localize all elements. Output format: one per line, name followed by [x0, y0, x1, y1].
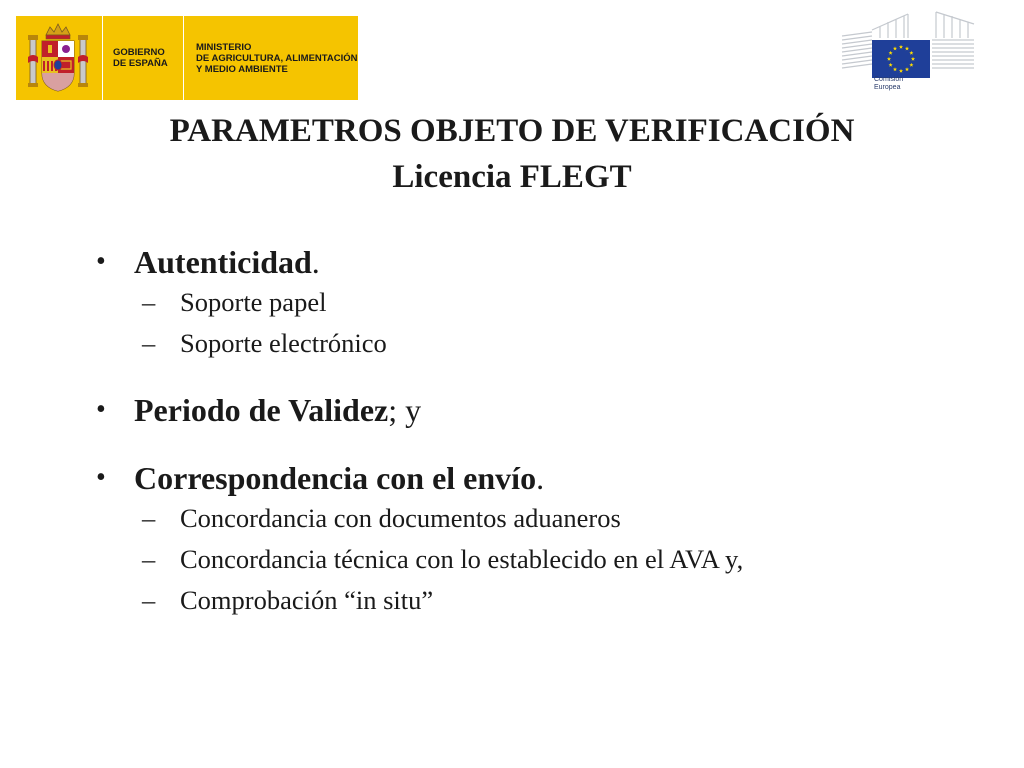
- sub-item-text: Soporte papel: [180, 287, 327, 317]
- bullet-marker: •: [96, 246, 106, 277]
- coat-of-arms-icon: [28, 21, 88, 95]
- sub-item: [96, 539, 976, 580]
- title-line-1: PARAMETROS OBJETO DE VERIFICACIÓN: [169, 113, 855, 149]
- bullet-item: [96, 240, 976, 284]
- dash-marker: –: [142, 585, 156, 615]
- bullet-suffix: ; y: [388, 392, 422, 428]
- sub-item-text: Comprobación “in situ”: [180, 585, 434, 615]
- title-line-2: Licencia FLEGT: [392, 159, 632, 195]
- bullet-label: Periodo de Validez: [134, 392, 389, 428]
- dash-marker: –: [142, 328, 156, 358]
- commission-name-line: Comisión: [874, 76, 904, 83]
- sub-list: [96, 498, 976, 621]
- sub-item: [96, 282, 976, 323]
- bullet-list: [96, 240, 976, 621]
- government-name-line: GOBIERNO: [113, 47, 165, 58]
- ministry-name-line: MINISTERIO: [196, 41, 252, 53]
- commission-name: [874, 76, 903, 92]
- european-commission-logo: [840, 10, 980, 98]
- dash-marker: –: [142, 287, 156, 317]
- ministry-name-line: DE AGRICULTURA, ALIMENTACIÓN: [196, 52, 358, 64]
- sub-item: [96, 498, 976, 539]
- bullet-label: Correspondencia con el envío: [134, 460, 537, 496]
- sub-list: [96, 282, 976, 364]
- sub-item-text: Concordancia técnica con lo establecido en el AVA y,: [180, 544, 744, 574]
- bullet-suffix: .: [536, 460, 545, 496]
- spanish-government-logo: [16, 16, 358, 100]
- slide-title: [0, 108, 1024, 200]
- logo-divider: [102, 16, 103, 100]
- dash-marker: –: [142, 544, 156, 574]
- bullet-item: [96, 388, 976, 432]
- commission-name-line: Europea: [874, 84, 901, 91]
- bullet-marker: •: [96, 394, 106, 425]
- logo-divider: [183, 16, 184, 100]
- bullet-item: [96, 456, 976, 500]
- ministry-name-line: Y MEDIO AMBIENTE: [196, 63, 288, 75]
- bullet-label: Autenticidad: [134, 244, 312, 280]
- sub-item-text: Concordancia con documentos aduaneros: [180, 503, 621, 533]
- sub-item: [96, 580, 976, 621]
- dash-marker: –: [142, 503, 156, 533]
- bullet-suffix: .: [311, 244, 320, 280]
- eu-flag-icon: [872, 40, 930, 78]
- bullet-marker: •: [96, 462, 106, 493]
- sub-item: [96, 323, 976, 364]
- ministry-name: [196, 42, 366, 75]
- sub-item-text: Soporte electrónico: [180, 328, 387, 358]
- government-name-line: DE ESPAÑA: [113, 58, 168, 69]
- government-name: [113, 47, 175, 69]
